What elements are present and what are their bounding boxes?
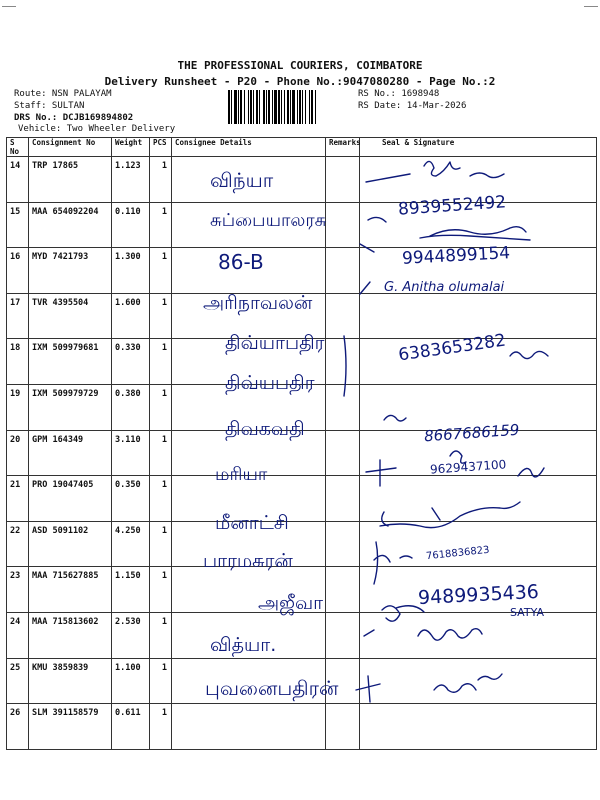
remarks-cell xyxy=(326,384,360,430)
consignee-cell xyxy=(172,430,326,476)
barcode-bar xyxy=(315,90,316,124)
remarks-cell xyxy=(326,704,360,750)
consignment-cell: MAA 715627885 xyxy=(29,567,112,613)
sno-cell: 23 xyxy=(7,567,29,613)
signature-cell xyxy=(360,476,597,522)
scan-corner-mark xyxy=(584,6,598,7)
weight-cell: 0.611 xyxy=(112,704,150,750)
sno-cell: 22 xyxy=(7,521,29,567)
table-row xyxy=(7,476,597,522)
barcode-bar xyxy=(281,90,282,124)
staff-label: Staff: SULTAN xyxy=(14,101,85,111)
barcode-bar xyxy=(268,90,270,124)
consignment-cell: PRO 19047405 xyxy=(29,476,112,522)
remarks-cell xyxy=(326,339,360,385)
handwritten-phone: 9489935436 xyxy=(417,580,540,610)
barcode-bar xyxy=(234,90,237,124)
table-row xyxy=(7,567,597,613)
remarks-cell xyxy=(326,248,360,294)
barcode-bar xyxy=(228,90,230,124)
signature-cell xyxy=(360,339,597,385)
sno-cell: 15 xyxy=(7,202,29,248)
handwritten-phone: 9944899154 xyxy=(401,243,511,269)
handwritten-consignee: புவனைபதிரன் xyxy=(205,676,339,700)
barcode-bar xyxy=(278,90,280,124)
sno-cell: 16 xyxy=(7,248,29,294)
handwritten-consignee: வித்யா. xyxy=(210,634,277,656)
handwritten-name: G. Anitha olumalai xyxy=(384,280,505,295)
handwritten-consignee: பாரமசுரன் xyxy=(203,550,293,572)
table-row xyxy=(7,293,597,339)
consignee-cell xyxy=(172,157,326,203)
table-header-row xyxy=(7,138,597,157)
weight-cell: 0.330 xyxy=(112,339,150,385)
table-row xyxy=(7,704,597,750)
pcs-cell: 1 xyxy=(150,612,172,658)
col-pcs: PCS xyxy=(150,138,172,157)
table-row xyxy=(7,430,597,476)
consignee-cell xyxy=(172,476,326,522)
table-row xyxy=(7,339,597,385)
barcode-bar xyxy=(297,90,298,124)
barcode-bar xyxy=(238,90,239,124)
vehicle-label: Vehicle: Two Wheeler Delivery xyxy=(18,124,176,134)
table-body xyxy=(7,157,597,750)
consignment-cell: IXM 509979729 xyxy=(29,384,112,430)
consignment-cell: MAA 715813602 xyxy=(29,612,112,658)
signature-cell xyxy=(360,430,597,476)
route-label: Route: NSN PALAYAM xyxy=(14,89,112,99)
signature-cell xyxy=(360,658,597,704)
consignee-cell xyxy=(172,339,326,385)
sno-cell: 25 xyxy=(7,658,29,704)
col-remarks: Remarks xyxy=(326,138,360,157)
handwritten-consignee: சுப்பையாலரசு xyxy=(210,210,327,231)
barcode xyxy=(228,90,354,124)
handwritten-phone: 8667686159 xyxy=(423,420,520,446)
table-row xyxy=(7,658,597,704)
barcode-bar xyxy=(240,90,242,124)
signature-cell xyxy=(360,567,597,613)
pcs-cell: 1 xyxy=(150,567,172,613)
scan-corner-mark xyxy=(2,6,16,7)
handwritten-consignee: திவ்யபதிர xyxy=(225,372,315,394)
consignee-cell xyxy=(172,612,326,658)
consignment-cell: TVR 4395504 xyxy=(29,293,112,339)
barcode-bar xyxy=(299,90,301,124)
consignee-cell xyxy=(172,521,326,567)
pcs-cell: 1 xyxy=(150,202,172,248)
remarks-cell xyxy=(326,567,360,613)
consignment-cell: MYD 7421793 xyxy=(29,248,112,294)
barcode-bar xyxy=(244,90,245,124)
consignment-cell: MAA 654092204 xyxy=(29,202,112,248)
consignee-cell xyxy=(172,384,326,430)
pcs-cell: 1 xyxy=(150,658,172,704)
signature-cell xyxy=(360,293,597,339)
handwritten-phone: 8939552492 xyxy=(397,192,507,220)
barcode-bar xyxy=(309,90,310,124)
remarks-cell xyxy=(326,430,360,476)
handwritten-phone: 9629437100 xyxy=(429,457,507,477)
weight-cell: 1.123 xyxy=(112,157,150,203)
barcode-bar xyxy=(250,90,252,124)
barcode-bar xyxy=(287,90,289,124)
barcode-bar xyxy=(311,90,313,124)
consignment-cell: TRP 17865 xyxy=(29,157,112,203)
remarks-cell xyxy=(326,521,360,567)
barcode-bar xyxy=(272,90,273,124)
table-row xyxy=(7,612,597,658)
sno-cell: 24 xyxy=(7,612,29,658)
weight-cell: 1.100 xyxy=(112,658,150,704)
barcode-bar xyxy=(290,90,291,124)
remarks-cell xyxy=(326,612,360,658)
pcs-cell: 1 xyxy=(150,248,172,294)
weight-cell: 0.350 xyxy=(112,476,150,522)
handwritten-consignee: விந்யா xyxy=(210,168,274,192)
barcode-bar xyxy=(259,90,260,124)
col-consignment: Consignment No xyxy=(29,138,112,157)
consignment-cell: SLM 391158579 xyxy=(29,704,112,750)
pcs-cell: 1 xyxy=(150,339,172,385)
barcode-bar xyxy=(266,90,267,124)
pcs-cell: 1 xyxy=(150,521,172,567)
weight-cell: 2.530 xyxy=(112,612,150,658)
signature-cell xyxy=(360,521,597,567)
sno-cell: 14 xyxy=(7,157,29,203)
remarks-cell xyxy=(326,293,360,339)
barcode-bar xyxy=(256,90,258,124)
handwritten-consignee: திவகவதி xyxy=(225,418,305,440)
pcs-cell: 1 xyxy=(150,157,172,203)
barcode-bar xyxy=(292,90,295,124)
barcode-bar xyxy=(305,90,306,124)
barcode-bar xyxy=(274,90,277,124)
sno-cell: 19 xyxy=(7,384,29,430)
table-row xyxy=(7,521,597,567)
col-sno: S No xyxy=(7,138,29,157)
consignee-cell xyxy=(172,248,326,294)
weight-cell: 1.150 xyxy=(112,567,150,613)
consignee-cell xyxy=(172,704,326,750)
table-row xyxy=(7,248,597,294)
weight-cell: 0.110 xyxy=(112,202,150,248)
weight-cell: 4.250 xyxy=(112,521,150,567)
handwritten-consignee: அஜீவா xyxy=(258,592,324,614)
handwritten-consignee: மீனாட்சி xyxy=(215,512,289,534)
runsheet-title: Delivery Runsheet - P20 - Phone No.:9047080280 - Page No.:2 xyxy=(104,75,496,88)
pcs-cell: 1 xyxy=(150,384,172,430)
col-seal-signature: Seal & Signature xyxy=(360,138,597,157)
signature-cell xyxy=(360,202,597,248)
barcode-bar xyxy=(263,90,265,124)
consignment-cell: ASD 5091102 xyxy=(29,521,112,567)
handwritten-consignee: 86-B xyxy=(218,250,264,274)
drs-number: DRS No.: DCJB169894802 xyxy=(14,113,134,123)
handwritten-consignee: திவ்யாபதிர xyxy=(225,332,325,354)
barcode-bar xyxy=(302,90,303,124)
remarks-cell xyxy=(326,202,360,248)
table-row xyxy=(7,202,597,248)
col-consignee: Consignee Details xyxy=(172,138,326,157)
handwritten-name: SATYA xyxy=(510,606,544,619)
handwritten-consignee: அரிநாவலன் xyxy=(203,292,313,314)
weight-cell: 1.600 xyxy=(112,293,150,339)
consignee-cell xyxy=(172,658,326,704)
table-row xyxy=(7,384,597,430)
company-title: THE PROFESSIONAL COURIERS, COIMBATORE xyxy=(177,59,423,72)
handwritten-phone: 6383653282 xyxy=(397,330,508,366)
consignee-cell xyxy=(172,202,326,248)
weight-cell: 3.110 xyxy=(112,430,150,476)
consignment-cell: KMU 3859839 xyxy=(29,658,112,704)
col-weight: Weight xyxy=(112,138,150,157)
consignee-cell xyxy=(172,293,326,339)
pcs-cell: 1 xyxy=(150,476,172,522)
pcs-cell: 1 xyxy=(150,704,172,750)
signature-cell xyxy=(360,248,597,294)
pcs-cell: 1 xyxy=(150,293,172,339)
consignee-cell xyxy=(172,567,326,613)
weight-cell: 1.300 xyxy=(112,248,150,294)
barcode-bar xyxy=(248,90,249,124)
consignment-cell: IXM 509979681 xyxy=(29,339,112,385)
handwritten-phone: 7618836823 xyxy=(425,544,491,563)
signature-cell xyxy=(360,157,597,203)
delivery-table xyxy=(6,137,597,750)
pcs-cell: 1 xyxy=(150,430,172,476)
sno-cell: 21 xyxy=(7,476,29,522)
barcode-bar xyxy=(231,90,232,124)
barcode-bar xyxy=(253,90,254,124)
sno-cell: 18 xyxy=(7,339,29,385)
rs-number: RS No.: 1698948 xyxy=(358,89,440,99)
barcode-bar xyxy=(284,90,285,124)
sno-cell: 17 xyxy=(7,293,29,339)
remarks-cell xyxy=(326,476,360,522)
signature-cell xyxy=(360,704,597,750)
sno-cell: 26 xyxy=(7,704,29,750)
consignment-cell: GPM 164349 xyxy=(29,430,112,476)
handwritten-consignee: மரியா xyxy=(215,464,268,485)
remarks-cell xyxy=(326,658,360,704)
rs-date: RS Date: 14-Mar-2026 xyxy=(358,101,467,111)
remarks-cell xyxy=(326,157,360,203)
weight-cell: 0.380 xyxy=(112,384,150,430)
sno-cell: 20 xyxy=(7,430,29,476)
signature-cell xyxy=(360,384,597,430)
table-row xyxy=(7,157,597,203)
signature-cell xyxy=(360,612,597,658)
